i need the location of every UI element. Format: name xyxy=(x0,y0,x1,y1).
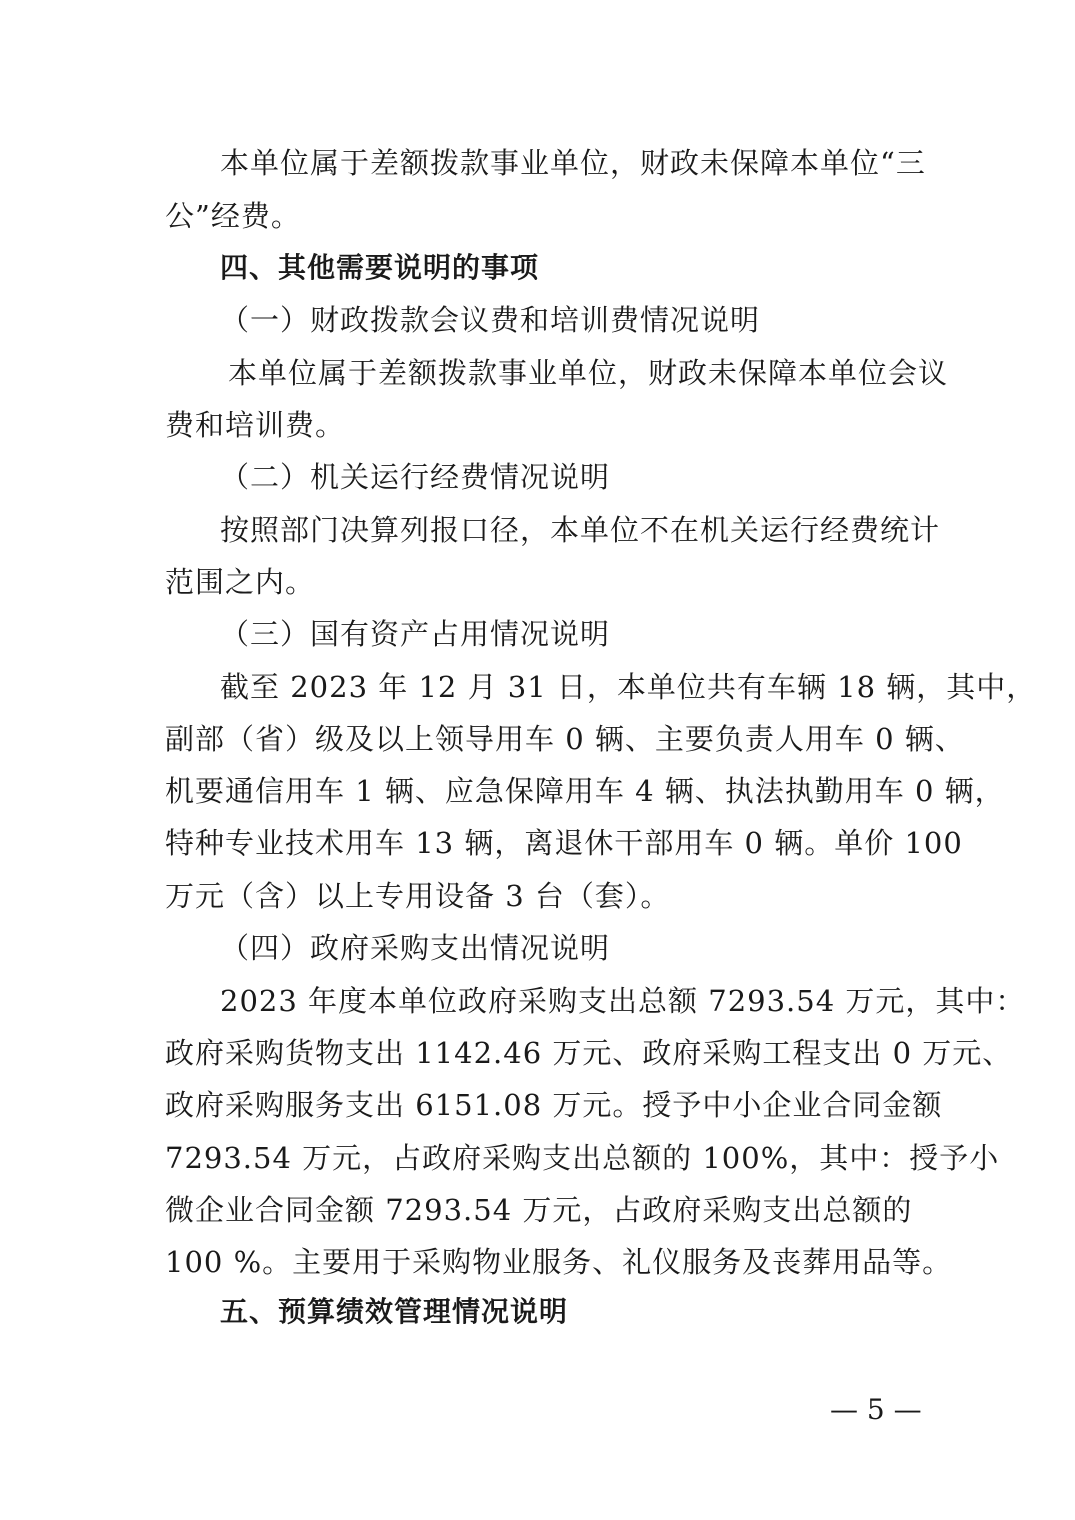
paragraph-line: 微企业合同金额 7293.54 万元，占政府采购支出总额的 xyxy=(165,1193,913,1227)
paragraph-line: 本单位属于差额拨款事业单位，财政未保障本单位“三 xyxy=(220,146,926,180)
paragraph-line: 政府采购服务支出 6151.08 万元。授予中小企业合同金额 xyxy=(165,1088,943,1122)
subsection-heading-4: （四）政府采购支出情况说明 xyxy=(220,931,611,965)
paragraph-line: 7293.54 万元，占政府采购支出总额的 100%，其中：授予小 xyxy=(165,1141,1000,1175)
paragraph-line: 特种专业技术用车 13 辆，离退休干部用车 0 辆。单价 100 xyxy=(165,826,963,860)
paragraph-line: 按照部门决算列报口径，本单位不在机关运行经费统计 xyxy=(220,513,941,547)
paragraph-line: 2023 年度本单位政府采购支出总额 7293.54 万元，其中： xyxy=(220,984,1026,1018)
paragraph-line: 公”经费。 xyxy=(165,199,301,233)
subsection-heading-1: （一）财政拨款会议费和培训费情况说明 xyxy=(220,303,761,337)
subsection-heading-3: （三）国有资产占用情况说明 xyxy=(220,617,611,651)
paragraph-line: 截至 2023 年 12 月 31 日，本单位共有车辆 18 辆，其中， xyxy=(220,670,1037,704)
page-number: — 5 — xyxy=(830,1393,922,1426)
paragraph-line: 范围之内。 xyxy=(165,565,316,599)
paragraph-line: 政府采购货物支出 1142.46 万元、政府采购工程支出 0 万元、 xyxy=(165,1036,1013,1070)
paragraph-line: 万元（含）以上专用设备 3 台（套）。 xyxy=(165,879,671,913)
section-heading-4: 四、其他需要说明的事项 xyxy=(220,251,540,284)
paragraph-line: 100 %。主要用于采购物业服务、礼仪服务及丧葬用品等。 xyxy=(165,1245,953,1279)
paragraph-line: 机要通信用车 1 辆、应急保障用车 4 辆、执法执勤用车 0 辆， xyxy=(165,774,1005,808)
paragraph-line: 副部（省）级及以上领导用车 0 辆、主要负责人用车 0 辆、 xyxy=(165,722,965,756)
paragraph-line: 本单位属于差额拨款事业单位，财政未保障本单位会议 xyxy=(228,356,949,390)
paragraph-line: 费和培训费。 xyxy=(165,408,346,442)
subsection-heading-2: （二）机关运行经费情况说明 xyxy=(220,460,611,494)
section-heading-5: 五、预算绩效管理情况说明 xyxy=(220,1295,569,1328)
